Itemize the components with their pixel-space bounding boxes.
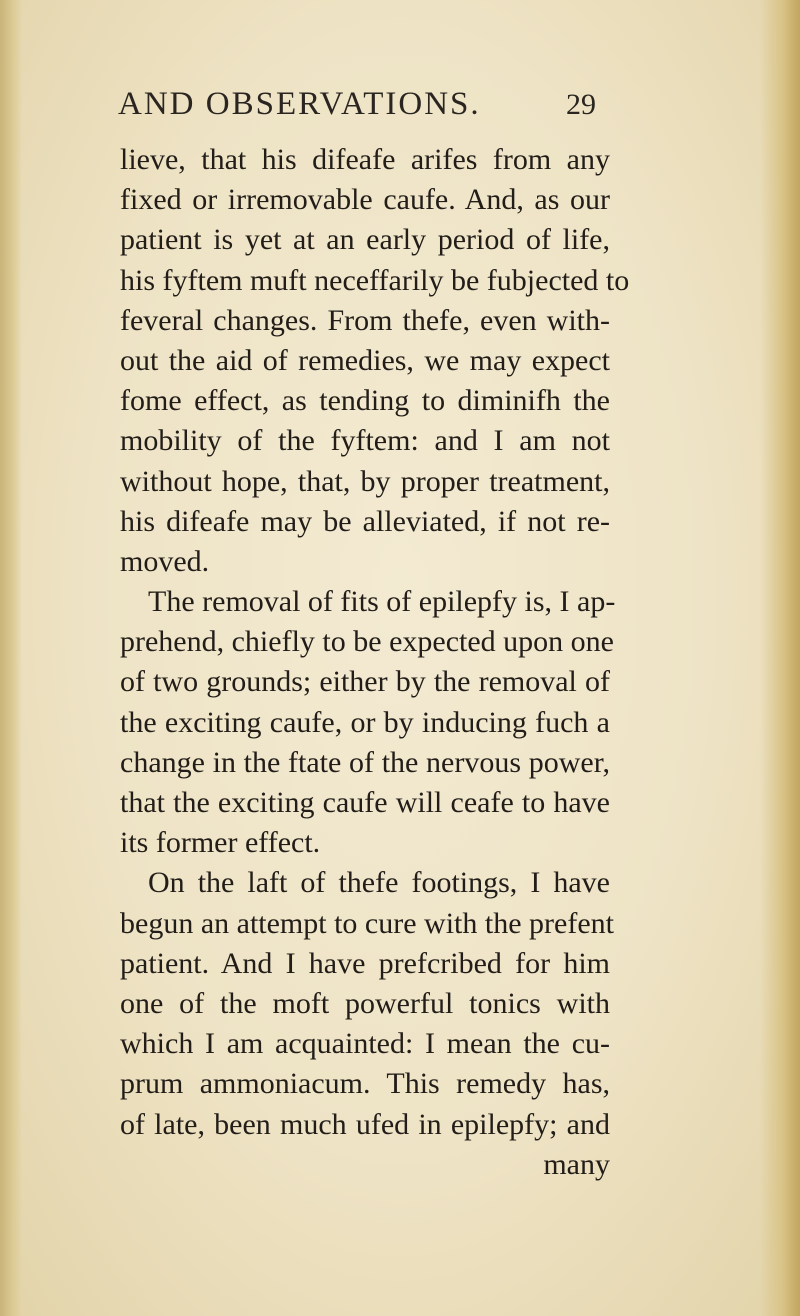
text-line: fome effect, as tending to diminifh the	[120, 384, 610, 418]
text-line: prehend, chiefly to be expected upon one	[120, 625, 614, 659]
text-line: his fyftem muft neceffarily be fubjected to	[120, 263, 630, 297]
text-line: out the aid of remedies, we may expect	[120, 343, 610, 377]
text-line: of two grounds; either by the removal of	[120, 665, 610, 699]
body-text	[120, 140, 630, 1185]
text-line: one of the moft powerful tonics with	[120, 986, 610, 1020]
page-edge-shadow-right	[760, 0, 800, 1316]
text-line: the exciting caufe, or by inducing fuch a	[120, 705, 610, 739]
text-line: that the exciting caufe will ceafe to have	[120, 786, 610, 819]
text-line: The removal of fits of epilepfy is, I ap-	[148, 585, 616, 619]
text-line: which I am acquainted: I mean the cu-	[120, 1027, 610, 1061]
text-line: begun an attempt to cure with the prefent	[120, 906, 614, 940]
text-line: change in the ftate of the nervous power,	[120, 745, 610, 779]
text-line: without hope, that, by proper treatment,	[120, 464, 610, 498]
running-head: AND OBSERVATIONS.	[118, 86, 481, 122]
catchword: many	[543, 1147, 610, 1181]
page-edge-shadow-left	[0, 0, 22, 1316]
page-header	[118, 86, 618, 130]
text-line: fixed or irremovable caufe. And, as our	[120, 183, 610, 217]
text-line: prum ammoniacum. This remedy has,	[120, 1067, 610, 1101]
text-line: patient. And I have prefcribed for him	[120, 946, 610, 980]
text-line: his difeafe may be alleviated, if not re-	[120, 504, 610, 538]
text-line: On the laft of thefe footings, I have	[148, 866, 610, 900]
text-line: mobility of the fyftem: and I am not	[120, 424, 610, 458]
text-line: lieve, that his difeafe arifes from any	[120, 143, 610, 176]
text-line: moved.	[120, 544, 210, 578]
text-line: its former effect.	[120, 826, 321, 860]
text-line: of late, been much ufed in epilepfy; and	[120, 1107, 610, 1141]
page-number: 29	[566, 88, 596, 121]
text-line: patient is yet at an early period of life,	[120, 223, 610, 257]
text-line: feveral changes. From thefe, even with-	[120, 303, 610, 337]
